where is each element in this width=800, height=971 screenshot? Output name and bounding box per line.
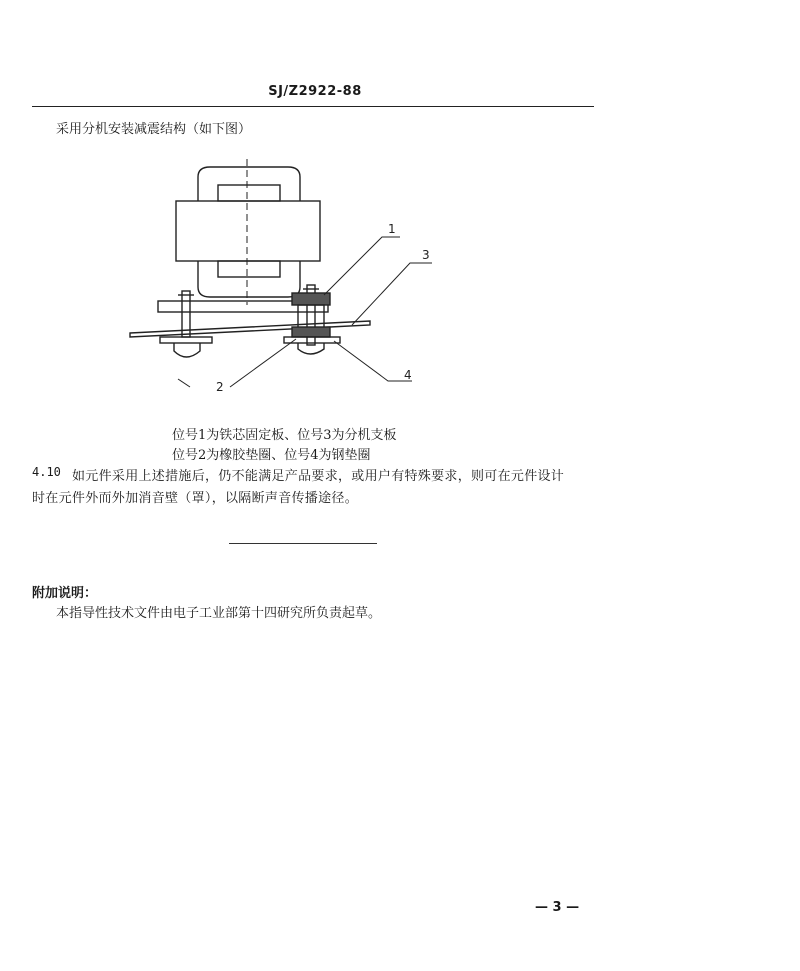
section-text-line-1: 如元件采用上述措施后，仍不能满足产品要求，或用户有特殊要求，则可在元件设计 — [72, 469, 565, 484]
coil-top-window — [218, 185, 280, 201]
intro-text: 采用分机安装减震结构（如下图） — [56, 122, 252, 137]
note-body: 本指导性技术文件由电子工业部第十四研究所负责起草。 — [56, 606, 382, 621]
section-number: 4.10 — [32, 465, 61, 479]
label-4: 4 — [404, 368, 412, 382]
label-3: 3 — [422, 248, 430, 262]
leader-2 — [230, 339, 296, 387]
coil-top — [198, 167, 300, 201]
left-bolt-head — [174, 343, 200, 357]
figure-caption-2: 位号2为橡胶垫圈、位号4为钢垫圈 — [172, 448, 371, 463]
note-heading: 附加说明： — [32, 586, 98, 601]
sub-chassis-support-plate — [130, 321, 370, 337]
page-number: — 3 — — [535, 900, 580, 915]
coil-bottom-window — [218, 261, 280, 277]
figure-caption-1: 位号1为铁芯固定板、位号3为分机支板 — [172, 428, 397, 443]
vibration-damping-diagram — [120, 145, 460, 405]
left-washer — [160, 337, 212, 343]
coil-bottom — [198, 261, 300, 297]
leader-4 — [334, 341, 412, 381]
header-rule — [32, 106, 594, 107]
label-2: 2 — [216, 380, 224, 394]
section-text-line-2: 时在元件外而外加消音壁（罩），以隔断声音传播途径。 — [32, 491, 359, 506]
rubber-grommet-bottom — [292, 327, 330, 337]
transformer-core — [176, 201, 320, 261]
label-1: 1 — [388, 222, 396, 236]
leader-3 — [352, 263, 432, 325]
end-rule — [229, 543, 377, 544]
document-code: SJ/Z2922-88 — [268, 84, 362, 99]
